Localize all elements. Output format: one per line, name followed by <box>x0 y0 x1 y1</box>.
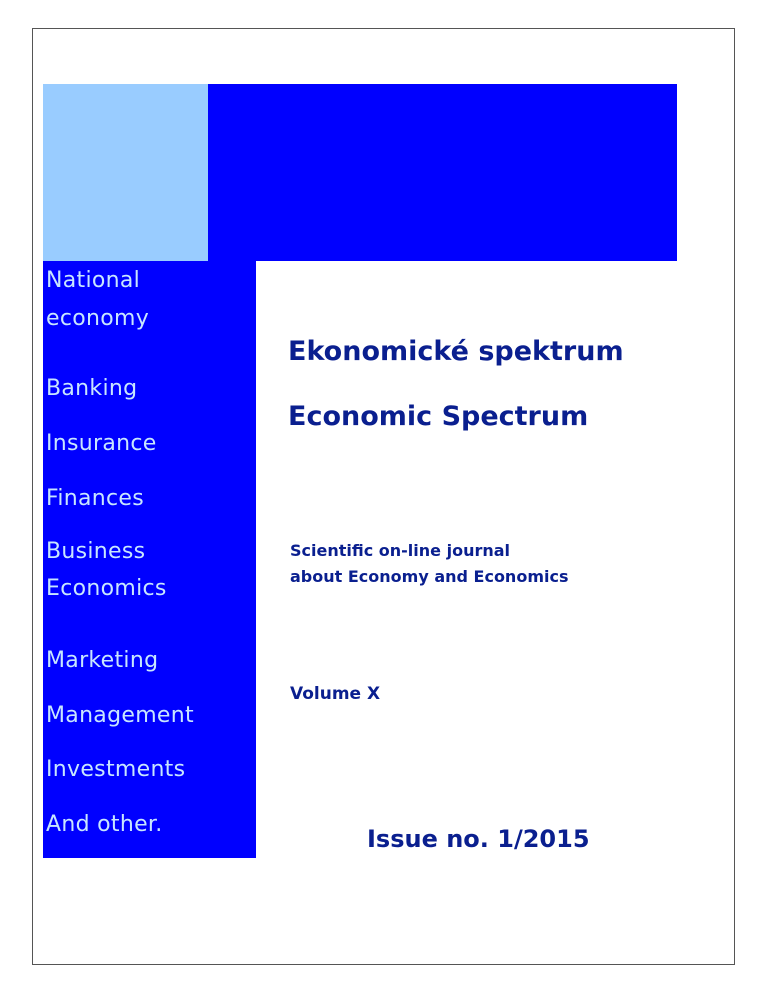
topic-insurance: Insurance <box>46 431 157 456</box>
title-english: Economic Spectrum <box>288 401 589 432</box>
issue-label: Issue no. 1/2015 <box>367 825 590 853</box>
topic-management: Management <box>46 703 194 728</box>
topic-finances: Finances <box>46 486 145 511</box>
light-blue-block <box>43 84 208 261</box>
topic-and-other: And other. <box>46 812 163 837</box>
topic-investments: Investments <box>46 757 186 782</box>
subtitle-line-2: about Economy and Economics <box>290 567 569 586</box>
topic-economy: economy <box>46 306 150 331</box>
topic-business: Business <box>46 539 146 564</box>
journal-description <box>290 538 568 590</box>
subtitle-line-1: Scientific on-line journal <box>290 541 511 560</box>
topic-marketing: Marketing <box>46 648 159 673</box>
title-czech: Ekonomické spektrum <box>288 336 624 367</box>
topic-economics: Economics <box>46 576 167 601</box>
topic-banking: Banking <box>46 376 138 401</box>
topic-national: National <box>46 268 141 293</box>
blue-top-band <box>208 84 677 261</box>
volume-label: Volume X <box>290 684 381 704</box>
